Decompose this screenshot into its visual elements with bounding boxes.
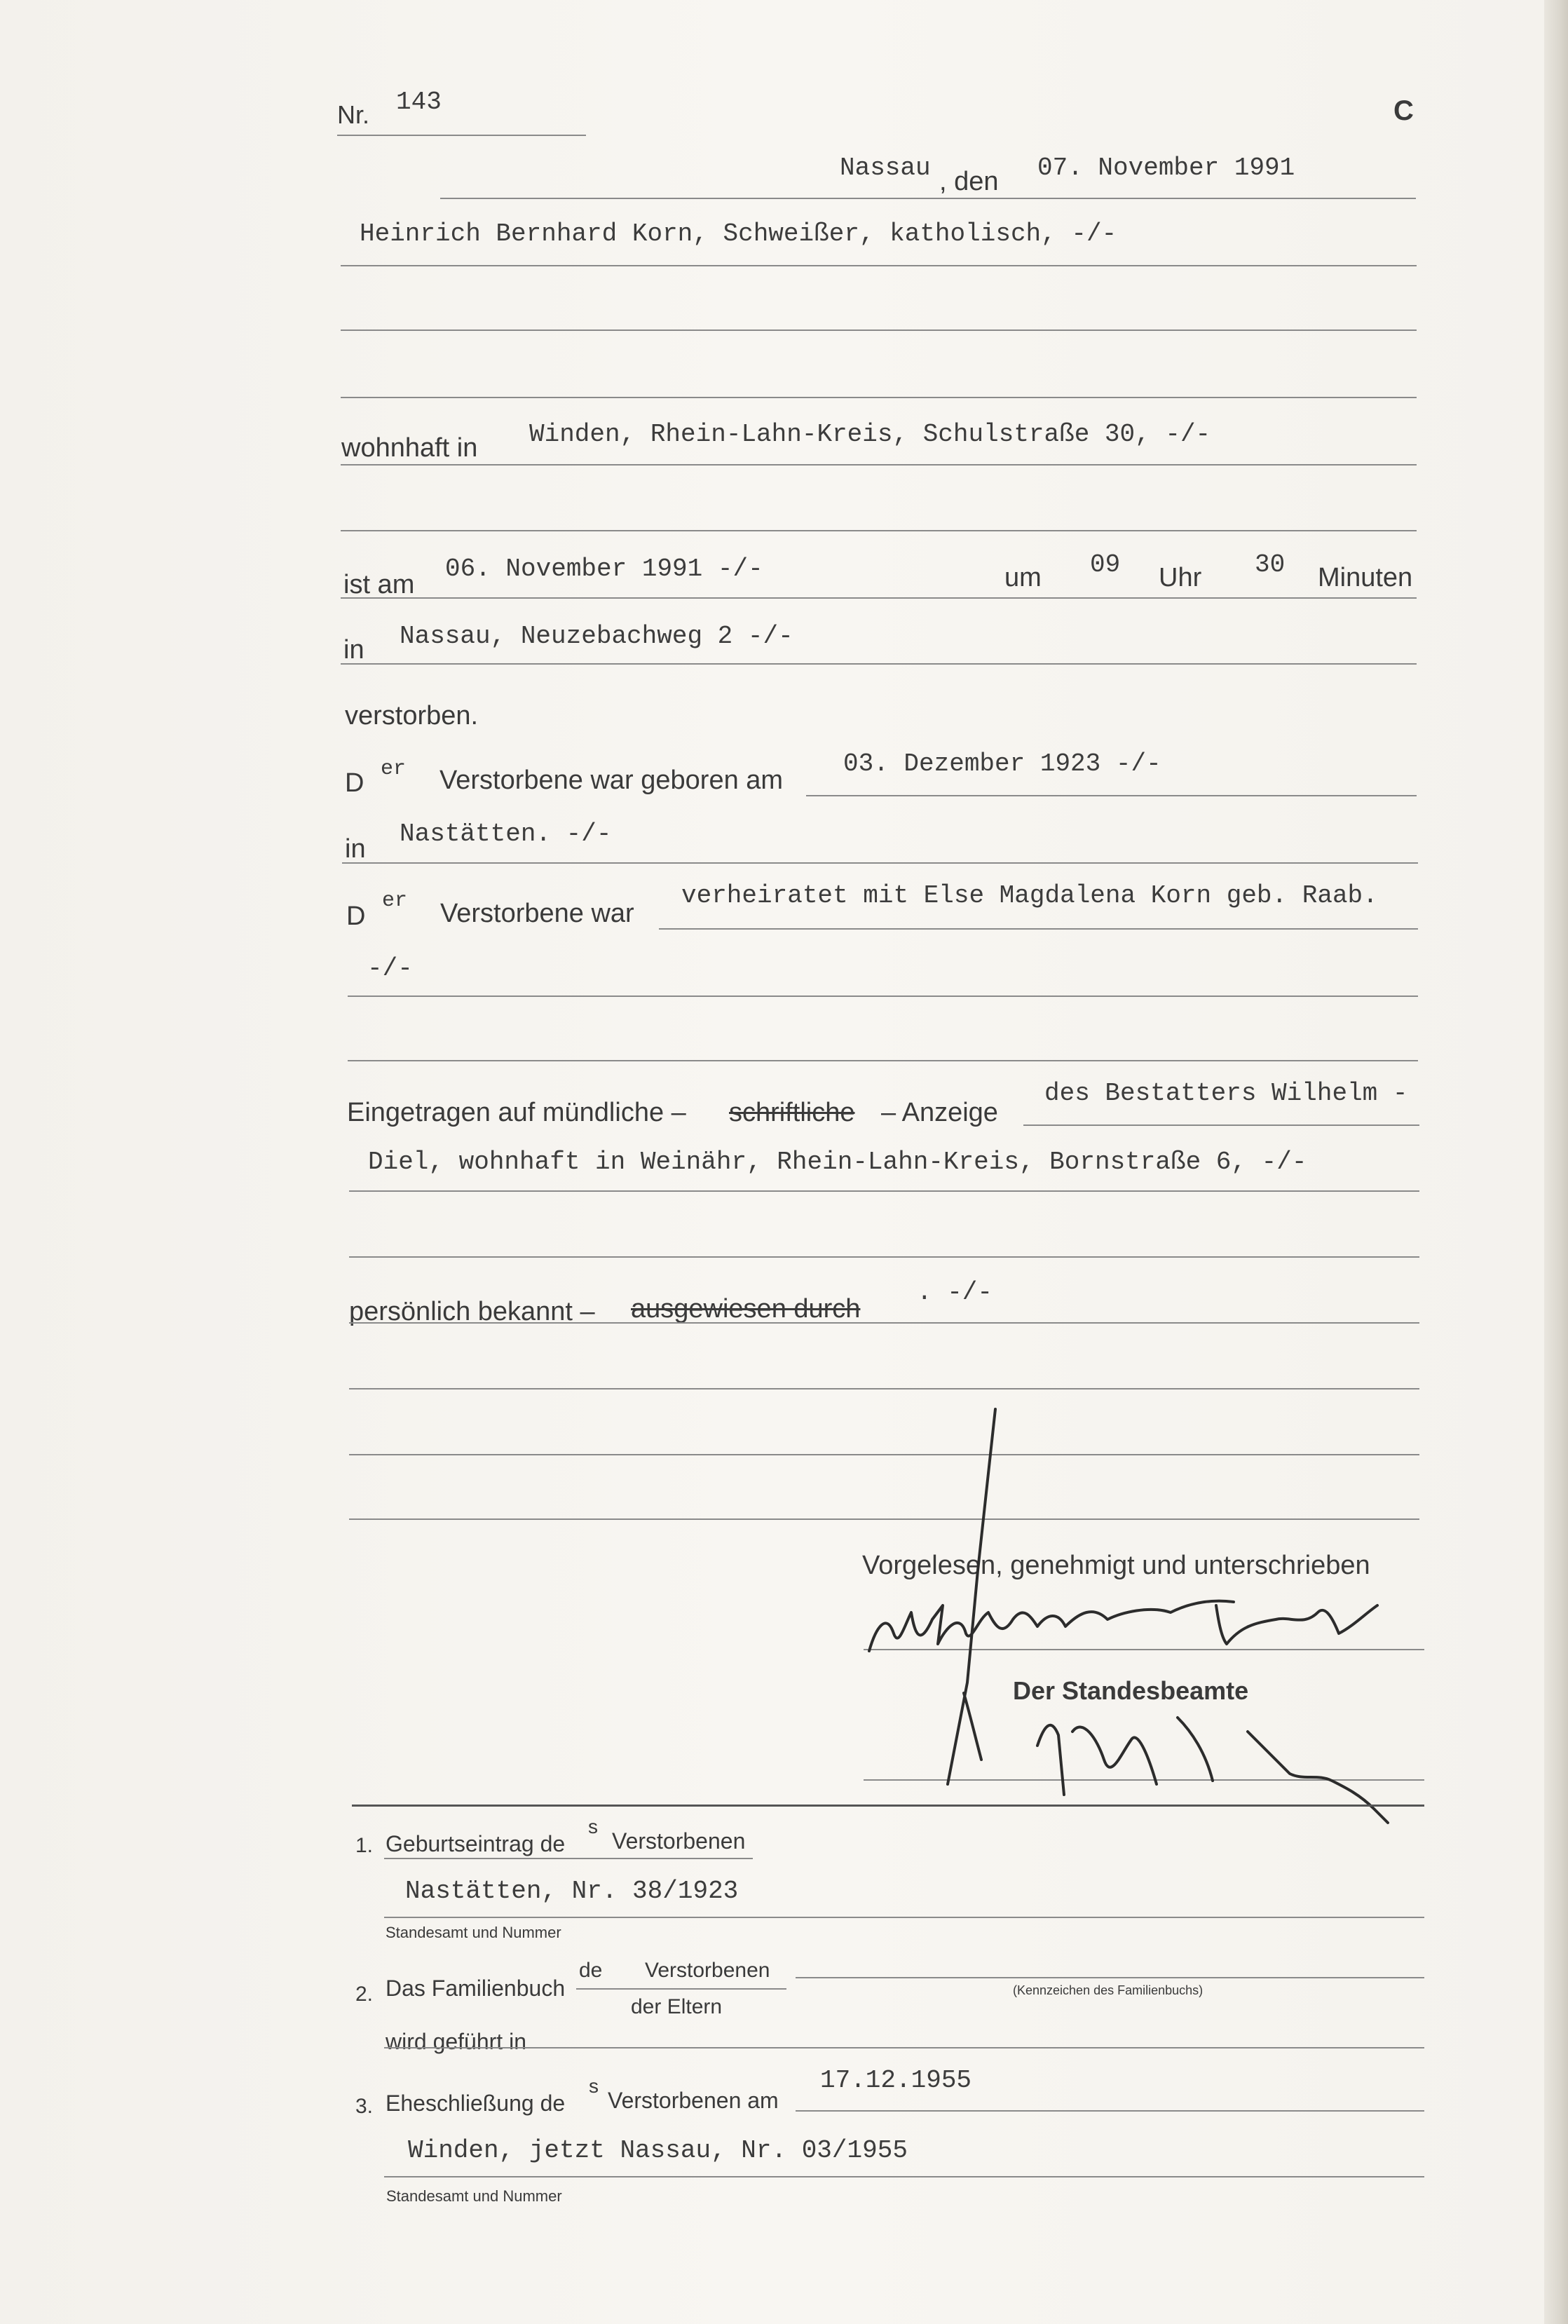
er-suffix: er [382,889,408,913]
identity-prefix: persönlich bekannt – [349,1297,595,1326]
rule [796,2110,1424,2112]
birth-date: 03. Dezember 1923 -/- [843,749,1161,778]
rule [349,1190,1419,1192]
item2-number: 2. [355,1983,374,2006]
item3-number: 3. [355,2095,374,2118]
verstorben-label: verstorben. [345,701,479,731]
rule [349,1454,1419,1455]
declarant-signature [869,1601,1377,1651]
item2-de: de [579,1959,603,1982]
item1-number: 1. [355,1834,374,1857]
death-hour: 09 [1090,550,1121,579]
registration-line2: Diel, wohnhaft in Weinähr, Rhein-Lahn-Kreis, Bornstraße 6, -/- [368,1148,1307,1176]
item3-date: 17.12.1955 [820,2066,972,2095]
item2-label: Das Familienbuch [386,1976,566,2001]
item3-label-end: Verstorbenen am [608,2088,779,2113]
registration-suffix: – Anzeige [881,1098,998,1127]
rule [341,663,1417,665]
rule [341,597,1417,599]
rule [349,1388,1419,1389]
rule [384,2176,1424,2177]
d-label: D [345,768,364,798]
rule [576,1988,786,1990]
den-label: , den [939,167,999,196]
nr-value: 143 [396,88,442,116]
in-label: in [345,834,366,864]
d-label: D [346,902,366,931]
rule [342,862,1418,864]
rule [384,2047,1424,2048]
date: 07. November 1991 [1037,154,1295,182]
wohnhaft-label: wohnhaft in [341,433,478,463]
signature-line [864,1779,1424,1781]
declarant-address: Winden, Rhein-Lahn-Kreis, Schulstraße 30, -/- [529,420,1211,449]
place: Nassau [840,154,931,182]
identity-struck: ausgewiesen durch [631,1294,861,1324]
identity-value: . -/- [917,1278,993,1307]
death-date: 06. November 1991 -/- [445,555,763,583]
registration-line1: des Bestatters Wilhelm - [1044,1079,1408,1108]
rule [384,1917,1424,1918]
geboren-label: Verstorbene war geboren am [439,766,784,795]
death-place: Nassau, Neuzebachweg 2 -/- [400,622,793,651]
item3-superscript: s [589,2075,599,2097]
date-line [440,198,1416,199]
item2-option1: Verstorbenen [645,1959,770,1982]
rule [348,1060,1418,1061]
registration-struck: schriftliche [729,1098,855,1127]
rule [348,995,1418,997]
rule [349,1256,1419,1258]
birth-place: Nastätten. -/- [400,820,612,848]
death-minutes: 30 [1255,550,1286,579]
item3-sub-label: Standesamt und Nummer [386,2187,562,2205]
item1-label-end: Verstorbenen [612,1828,746,1854]
marital-value: verheiratet mit Else Magdalena Korn geb. Raab. [681,881,1378,910]
marital-continuation: -/- [367,954,413,983]
item2-kennzeichen: (Kennzeichen des Familienbuchs) [1013,1983,1204,1997]
rule [341,329,1417,331]
declarant-line: Heinrich Bernhard Korn, Schweißer, katholisch, -/- [360,219,1117,248]
rule [384,1858,753,1859]
rule [659,928,1418,930]
um-label: um [1004,563,1042,592]
in-label: in [343,635,364,665]
uhr-label: Uhr [1159,563,1202,592]
rule [806,795,1417,796]
item3-value: Winden, jetzt Nassau, Nr. 03/1955 [408,2136,908,2165]
rule [349,1518,1419,1520]
rule [341,530,1417,531]
registration-prefix: Eingetragen auf mündliche – [347,1098,686,1127]
registrar-label: Der Standesbeamte [1013,1676,1249,1705]
item1-value: Nastätten, Nr. 38/1923 [405,1877,739,1905]
item1-sub-label: Standesamt und Nummer [386,1924,561,1941]
signature-line [864,1649,1424,1650]
footnote-separator [352,1805,1424,1807]
war-label: Verstorbene war [440,899,634,928]
corner-mark: C [1393,95,1414,126]
rule [349,1322,1419,1324]
page-edge [1544,0,1568,2324]
item2-option2: der Eltern [631,1995,723,2018]
item1-label: Geburtseintrag de [386,1831,566,1856]
rule [1023,1124,1419,1126]
nr-label: Nr. [337,100,370,129]
registrar-signature [948,1409,1388,1823]
nr-line [337,135,586,136]
read-approved-label: Vorgelesen, genehmigt und unterschrieben [862,1551,1370,1580]
item3-label: Eheschließung de [386,2091,566,2116]
rule [341,397,1417,398]
item2-gefuehrt: wird geführt in [386,2029,526,2054]
rule [341,464,1417,466]
rule [796,1977,1424,1978]
rule [341,265,1417,266]
er-suffix: er [381,757,407,781]
item1-superscript: s [588,1816,598,1837]
minuten-label: Minuten [1318,563,1413,592]
ist-am-label: ist am [343,570,415,599]
